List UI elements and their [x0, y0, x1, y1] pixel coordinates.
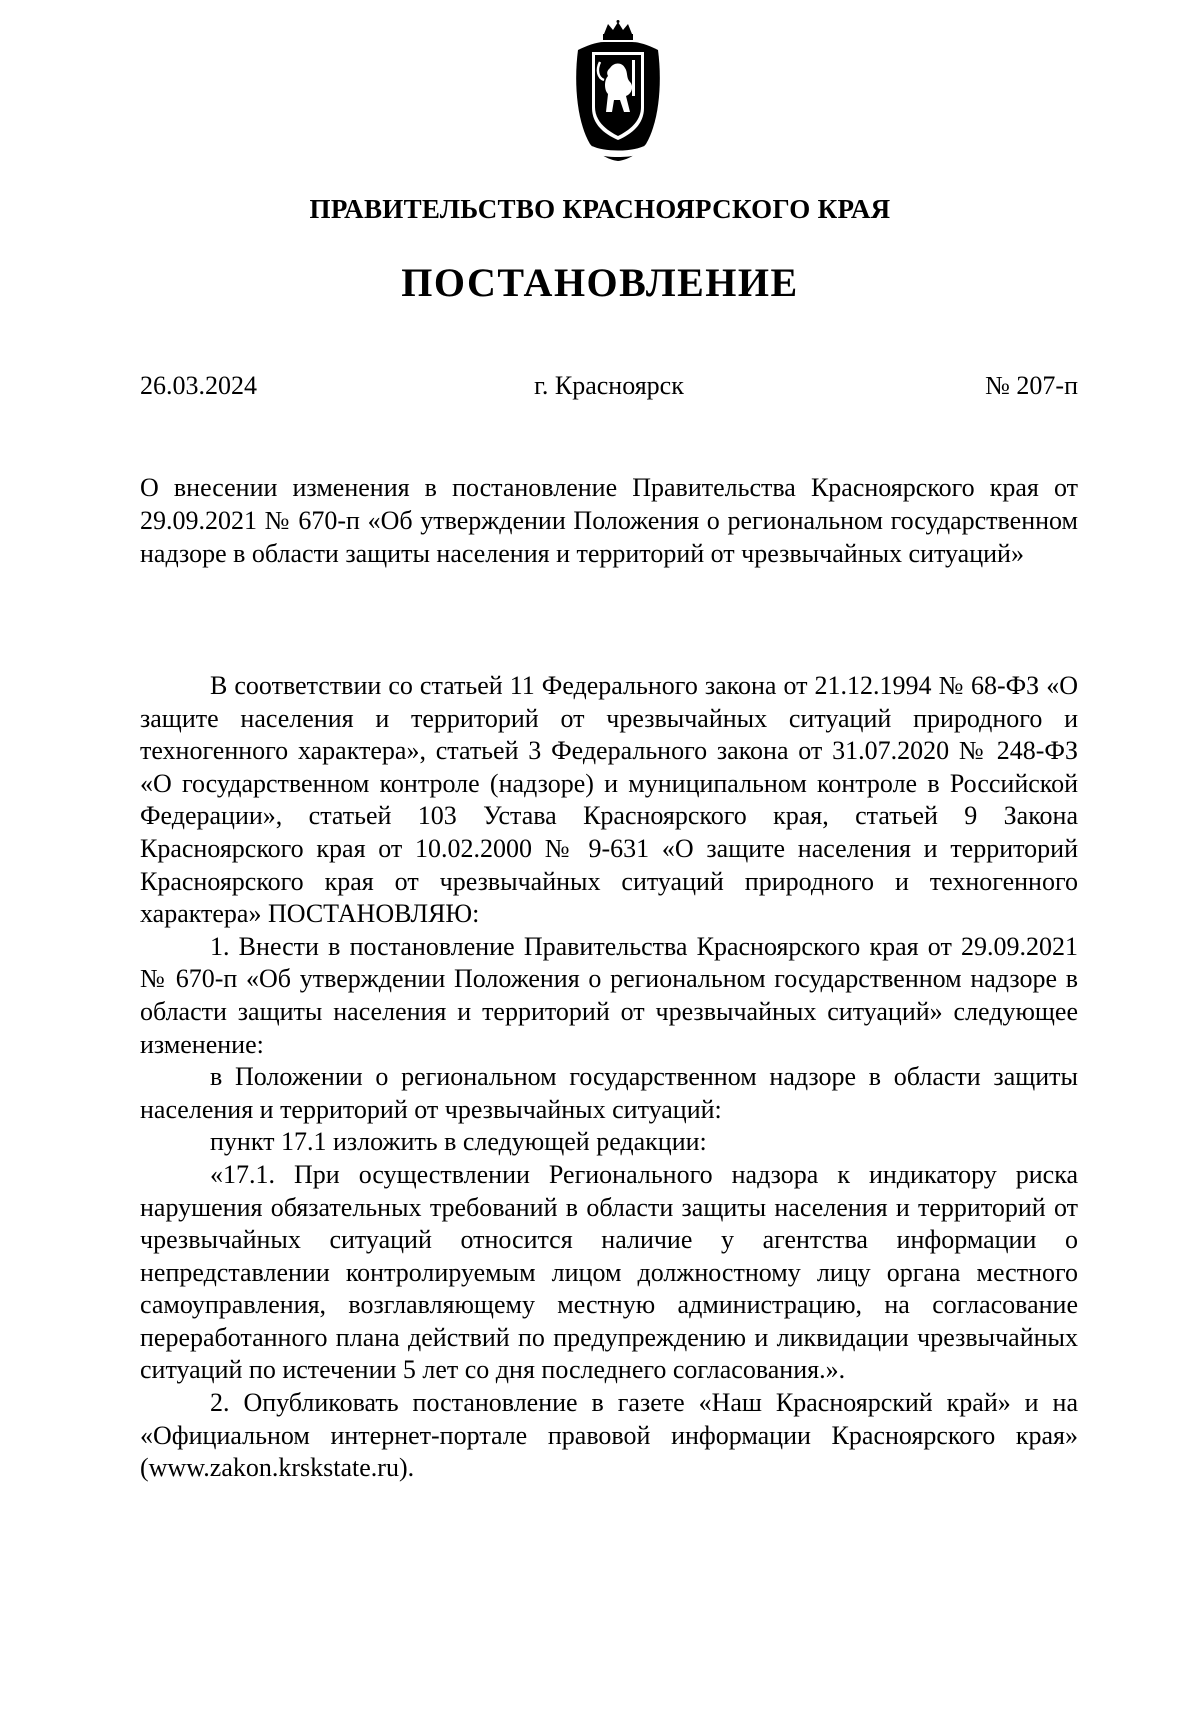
document-city: г. Красноярск [534, 371, 684, 400]
item-1-new-text-paragraph: «17.1. При осуществлении Регионального надзора к индикатору риска нарушения обязательных требований в области защиты населения и территорий от чрезвычайных ситуаций относится наличие у агентства информации о непредставлении контролируемым лицом должностному лицу органа местного самоуправления, возглавляющему местную администрацию, на согласование переработанного плана действий по предупреждению и ликвидации чрезвычайных ситуаций по истечении 5 лет со дня последнего согласования.». [140, 1159, 1078, 1385]
item-1-instruction-paragraph: пункт 17.1 изложить в следующей редакции: [210, 1127, 707, 1157]
organization-title: ПРАВИТЕЛЬСТВО КРАСНОЯРСКОГО КРАЯ [309, 194, 891, 224]
item-2-paragraph: 2. Опубликовать постановление в газете «Наш Красноярский край» и на «Официальном интернет-портале правовой информации Красноярского края» (www.zakon.krskstate.ru). [140, 1388, 1078, 1483]
document-date: 26.03.2024 [140, 371, 257, 400]
document-subject: О внесении изменения в постановление Правительства Красноярского края от 29.09.2021 № 670-п «Об утверждении Положения о региональном государственном надзоре в области защиты населения и территорий от чрезвычайных ситуаций» [140, 473, 1078, 568]
item-1-paragraph: 1. Внести в постановление Правительства Красноярского края от 29.09.2021 № 670-п «Об утверждении Положения о региональном государственном надзоре в области защиты населения и территорий от чрезвычайных ситуаций» следующее изменение: [140, 931, 1078, 1059]
document-type-title: ПОСТАНОВЛЕНИЕ [401, 260, 799, 305]
coat-of-arms-icon [570, 20, 666, 162]
document-meta [140, 371, 1078, 405]
document-number: № 207-п [985, 371, 1078, 400]
preamble-paragraph: В соответствии со статьей 11 Федерального закона от 21.12.1994 № 68-ФЗ «О защите населения и территорий от чрезвычайных ситуаций природного и техногенного характера», статьей 3 Федерального закона от 31.07.2020 № 248-ФЗ «О государственном контроле (надзоре) и муниципальном контроле в Российской Федерации», статьей 103 Устава Красноярского края, статьей 9 Закона Красноярского края от 10.02.2000 № 9-631 «О защите населения и территорий Красноярского края от чрезвычайных ситуаций природного и техногенного характера» ПОСТАНОВЛЯЮ: [140, 671, 1078, 929]
item-1-context-paragraph: в Положении о региональном государственном надзоре в области защиты населения и территорий от чрезвычайных ситуаций: [140, 1062, 1078, 1124]
document-body [140, 670, 1078, 1485]
